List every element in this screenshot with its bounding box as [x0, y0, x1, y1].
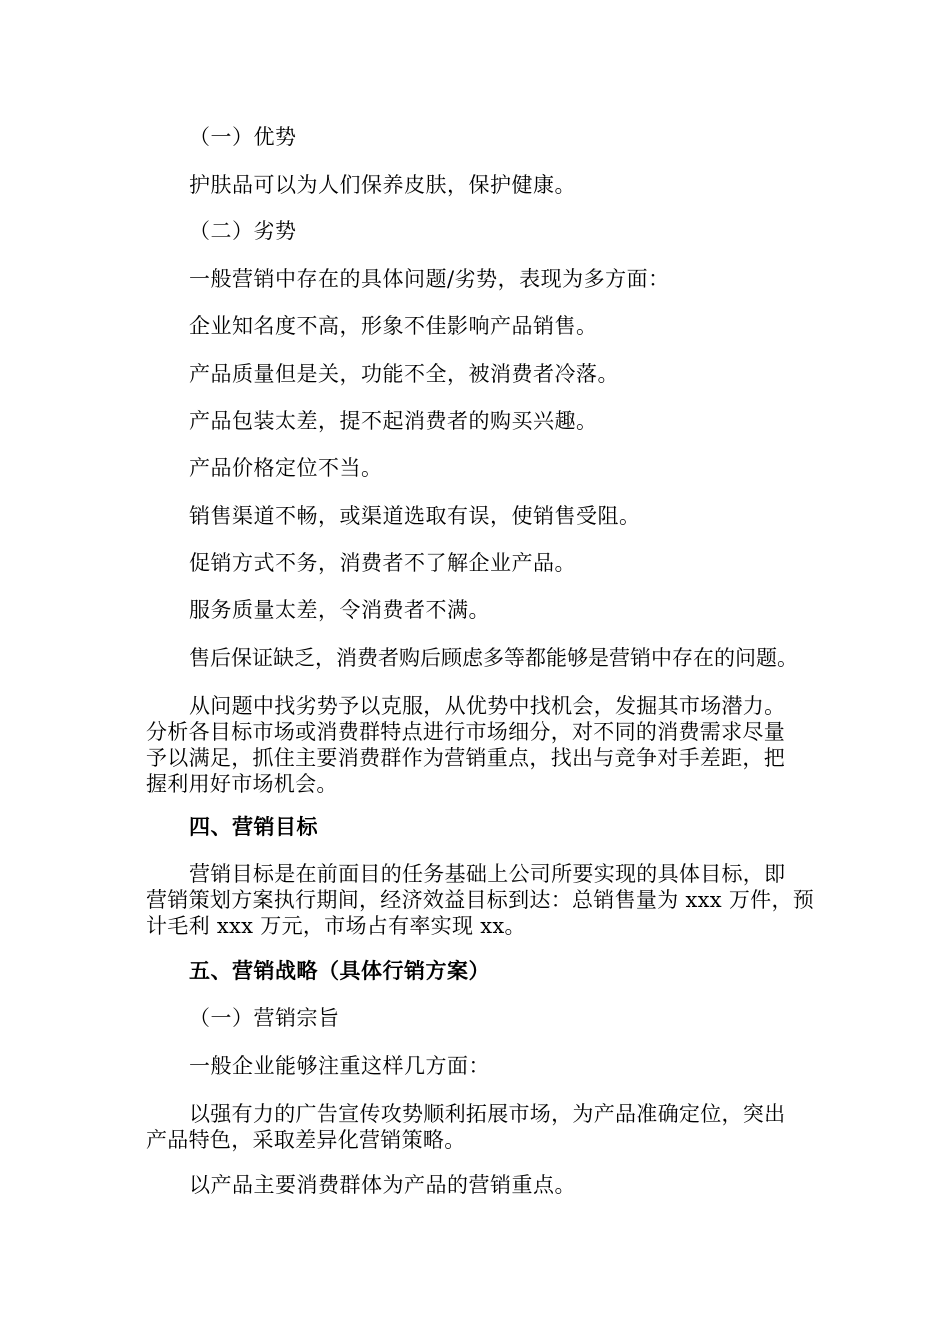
- section-heading-marketing-goals: 四、营销目标: [189, 814, 318, 839]
- list-item: 产品价格定位不当。: [189, 456, 383, 480]
- subheading-weaknesses: （二）劣势: [189, 219, 297, 243]
- paragraph-line: 营销策划方案执行期间，经济效益目标到达：总销售量为 xxx 万件，预: [146, 888, 815, 912]
- section-heading-marketing-strategy: 五、营销战略（具体行销方案）: [189, 958, 490, 983]
- paragraph-line: 以强有力的广告宣传攻势顺利拓展市场，为产品准确定位，突出: [189, 1102, 786, 1126]
- text-line: 一般营销中存在的具体问题/劣势，表现为多方面：: [189, 267, 670, 291]
- paragraph-goals: [146, 861, 815, 939]
- paragraph-line: 计毛利 xxx 万元，市场占有率实现 xx。: [146, 914, 526, 938]
- list-item: 销售渠道不畅，或渠道选取有误，使销售受阻。: [189, 504, 641, 528]
- text-line: 一般企业能够注重这样几方面：: [189, 1054, 490, 1078]
- subheading-marketing-purpose: （一）营销宗旨: [189, 1006, 340, 1030]
- text-line: 以产品主要消费群体为产品的营销重点。: [189, 1173, 576, 1197]
- list-item: 产品包装太差，提不起消费者的购买兴趣。: [189, 409, 598, 433]
- paragraph-line: 分析各目标市场或消费群特点进行市场细分，对不同的消费需求尽量: [146, 720, 785, 744]
- list-item: 售后保证缺乏，消费者购后顾虑多等都能够是营销中存在的问题。: [189, 646, 798, 670]
- paragraph-line: 握利用好市场机会。: [146, 772, 338, 796]
- subheading-strengths: （一）优势: [189, 125, 297, 149]
- list-item: 产品质量但是关，功能不全，被消费者冷落。: [189, 362, 619, 386]
- list-item: 促销方式不务，消费者不了解企业产品。: [189, 551, 576, 575]
- paragraph-advertising: [146, 1101, 810, 1153]
- paragraph-analysis: [146, 693, 810, 797]
- list-item: 服务质量太差，令消费者不满。: [189, 598, 490, 622]
- paragraph-line: 产品特色，采取差异化营销策略。: [146, 1128, 466, 1152]
- paragraph-line: 营销目标是在前面目的任务基础上公司所要实现的具体目标，即: [189, 862, 786, 886]
- text-line: 护肤品可以为人们保养皮肤，保护健康。: [189, 173, 576, 197]
- paragraph-line: 予以满足，抓住主要消费群作为营销重点，找出与竞争对手差距，把: [146, 746, 785, 770]
- list-item: 企业知名度不高，形象不佳影响产品销售。: [189, 314, 598, 338]
- paragraph-line: 从问题中找劣势予以克服，从优势中找机会，发掘其市场潜力。: [189, 694, 786, 718]
